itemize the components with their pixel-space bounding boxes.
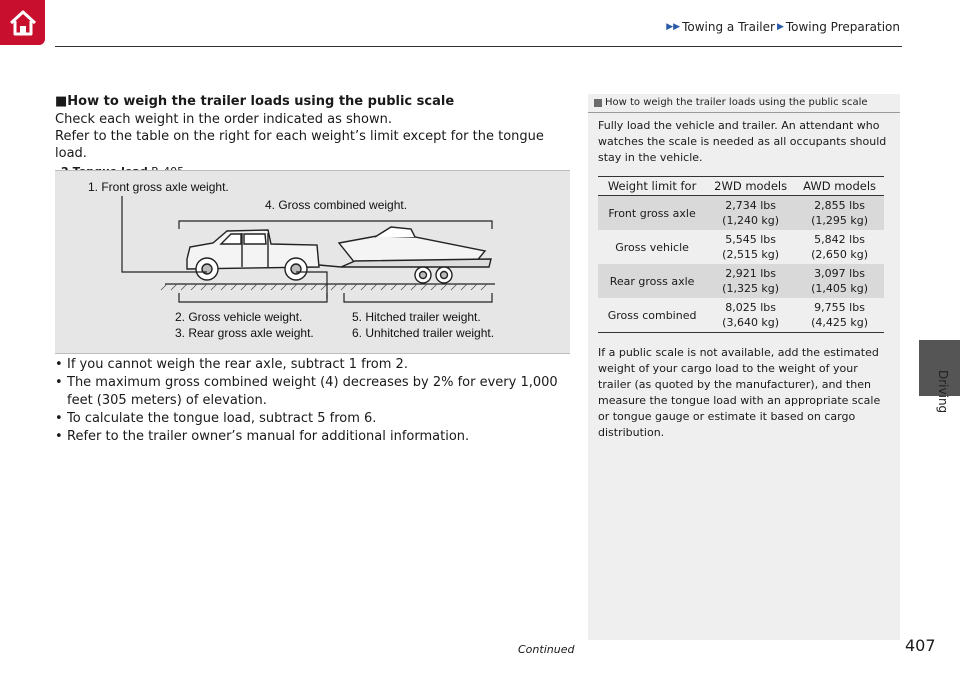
- breadcrumb-item-towing-preparation[interactable]: Towing Preparation: [785, 20, 900, 34]
- list-item: • If you cannot weigh the rear axle, subtract 1 from 2.: [55, 356, 570, 374]
- breadcrumb-item-towing-a-trailer[interactable]: Towing a Trailer: [682, 20, 775, 34]
- table-row: Gross combined 8,025 lbs (3,640 kg) 9,755 lbs (4,425 kg): [598, 298, 884, 333]
- main-content: [55, 94, 570, 178]
- label-gross-combined: 4. Gross combined weight.: [265, 198, 408, 212]
- list-item: • To calculate the tongue load, subtract 5 from 6.: [55, 410, 570, 428]
- note-sidebar: [588, 94, 900, 640]
- table-header: AWD models: [795, 177, 884, 196]
- note-paragraph: Fully load the vehicle and trailer. An attendant who watches the scale is needed as all occupants should stay in the vehicle.: [598, 119, 887, 164]
- list-item: • The maximum gross combined weight (4) decreases by 2% for every 1,000 feet (305 meters) of elevation.: [55, 374, 570, 410]
- continued-label: Continued: [518, 643, 575, 656]
- header-divider: [55, 46, 902, 47]
- section-square-icon: ■: [55, 94, 68, 109]
- table-row: Front gross axle 2,734 lbs (1,240 kg) 2,855 lbs (1,295 kg): [598, 196, 884, 231]
- label-unhitched-trailer: 6. Unhitched trailer weight.: [352, 326, 495, 340]
- section-title: ■How to weigh the trailer loads using the public scale: [55, 94, 455, 109]
- home-icon: [7, 7, 39, 39]
- weighing-diagram: [55, 170, 570, 354]
- home-button[interactable]: [0, 0, 45, 45]
- label-front-gross-axle: 1. Front gross axle weight.: [88, 180, 229, 194]
- triangle-right-icon: ▶: [776, 22, 784, 32]
- table-row: Gross vehicle 5,545 lbs (2,515 kg) 5,842 lbs (2,650 kg): [615, 233, 869, 261]
- boat-trailer-illustration: [339, 227, 491, 283]
- triangle-right-icon: ▶▶: [666, 22, 681, 32]
- page-number: 407: [905, 636, 936, 655]
- list-item: • Refer to the trailer owner’s manual for additional information.: [55, 428, 570, 446]
- label-rear-gross-axle: 3. Rear gross axle weight.: [175, 326, 314, 340]
- note-paragraph: If a public scale is not available, add the estimated weight of your cargo load to the weight of your trailer (as quoted by the manufacturer), and then measure the tongue load with an appropriate scale or tongue gauge or estimate it based on cargo distribution.: [598, 346, 881, 439]
- label-gross-vehicle: 2. Gross vehicle weight.: [175, 310, 303, 324]
- body-line: Refer to the table on the right for each weight’s limit except for the tongue load.: [55, 129, 544, 161]
- body-line: Check each weight in the order indicated as shown.: [55, 112, 392, 127]
- note-marker-icon: [594, 99, 602, 107]
- table-header: 2WD models: [706, 177, 795, 196]
- note-title: How to weigh the trailer loads using the public scale: [588, 94, 900, 113]
- weight-limit-table: [598, 176, 884, 333]
- table-row: Rear gross axle 2,921 lbs (1,325 kg) 3,097 lbs (1,405 kg): [598, 264, 884, 298]
- label-hitched-trailer: 5. Hitched trailer weight.: [352, 310, 481, 324]
- diagram-svg: [55, 171, 570, 353]
- chapter-label: Driving: [936, 370, 950, 414]
- breadcrumb: [540, 20, 900, 34]
- table-header: Weight limit for: [598, 177, 706, 196]
- bullet-list: [55, 356, 570, 446]
